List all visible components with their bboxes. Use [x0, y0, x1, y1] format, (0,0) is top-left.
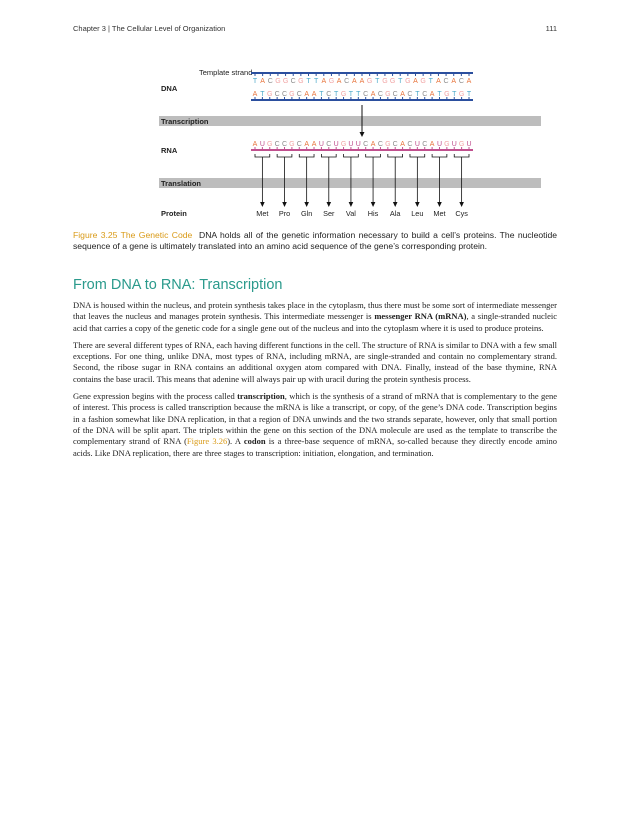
coding-base: G — [340, 91, 347, 98]
coding-base: T — [437, 91, 442, 98]
amino-acid-met: Met — [256, 209, 269, 218]
rna-label: RNA — [161, 146, 178, 155]
coding-base: G — [289, 91, 295, 98]
paragraph-2: There are several different types of RNA, each having different functions in the cell. The structure of RNA is similar to DNA with a few small exceptions. For one thing, unlike DNA, most types of RNA, including mRNA, are single-stranded and contain no complementary strand. Second, the ribose sugar in RNA contains an additional oxygen atom compared with DNA. Finally, instead of the base thymine, RNA contains the base uracil. This means that adenine will always pair up with uracil during the protein synthesis process. — [73, 339, 557, 384]
template-base: T — [428, 78, 433, 85]
rna-base: U — [318, 141, 324, 148]
amino-acid-gln: Gln — [300, 209, 313, 218]
amino-acid-ala: Ala — [389, 209, 401, 218]
term-mrna: messenger RNA (mRNA) — [374, 311, 467, 322]
transcription-label: Transcription — [161, 117, 209, 126]
template-base: A — [321, 78, 327, 85]
rna-base: A — [311, 141, 317, 148]
amino-acid-pro: Pro — [278, 209, 291, 218]
rna-base: C — [377, 141, 383, 148]
translation-arrowhead — [415, 202, 420, 207]
genetic-code-diagram — [73, 60, 557, 225]
rna-base: C — [407, 141, 413, 148]
rna-base: G — [340, 141, 347, 148]
paragraph-1: DNA is housed within the nucleus, and protein synthesis takes place in the cytoplasm, thus there must be some sort of intermediate messenger that leaves the nucleus and manages protein synthesis. This intermediate messenger is messenger RNA (mRNA), a single-stranded nucleic acid that carries a copy of the genetic code for a single gene out of the nucleus and into the cytoplasm where it is used to produce proteins. — [73, 300, 557, 333]
template-base: A — [451, 78, 457, 85]
translation-arrowhead — [349, 202, 354, 207]
rna-base: G — [267, 141, 273, 148]
template-base: A — [466, 78, 472, 85]
coding-base: T — [466, 91, 472, 98]
amino-acid-met: Met — [433, 209, 446, 218]
translation-arrowhead — [437, 202, 442, 207]
coding-base: C — [363, 91, 369, 98]
template-base: C — [267, 78, 273, 85]
codon-bracket — [321, 154, 336, 157]
coding-base: T — [348, 91, 354, 98]
rna-base: A — [429, 141, 435, 148]
amino-acid-ser: Ser — [323, 209, 335, 218]
coding-base: C — [274, 91, 280, 98]
rna-strand — [251, 105, 473, 150]
template-base: G — [328, 78, 335, 85]
coding-base: C — [296, 91, 302, 98]
codon-bracket — [255, 154, 270, 157]
rna-base: G — [444, 141, 450, 148]
coding-base: C — [422, 91, 428, 98]
dna-template-strand — [251, 73, 473, 85]
template-base: G — [389, 78, 396, 85]
coding-base: A — [252, 91, 258, 98]
template-base: C — [458, 78, 464, 85]
codon-bracket — [432, 154, 447, 157]
rna-base: C — [296, 141, 302, 148]
codon-bracket — [454, 154, 469, 157]
coding-base: C — [392, 91, 398, 98]
template-base: A — [260, 78, 265, 85]
translation-arrowhead — [371, 202, 376, 207]
translation-arrowhead — [304, 202, 309, 207]
term-transcription: transcription — [237, 391, 285, 402]
template-base: G — [366, 78, 373, 85]
coding-base: A — [311, 91, 317, 98]
rna-base: C — [274, 141, 280, 148]
rna-base: G — [385, 141, 391, 148]
rna-base: U — [466, 141, 472, 148]
coding-base: C — [377, 91, 383, 98]
amino-acid-labels — [256, 209, 468, 218]
rna-base: U — [451, 141, 457, 148]
rna-base: U — [436, 141, 443, 148]
coding-base: C — [407, 91, 413, 98]
rna-base: A — [370, 141, 376, 148]
protein-label: Protein — [161, 209, 187, 218]
paragraph-3: Gene expression begins with the process called transcription, which is the synthesis of a strand of mRNA that is complementary to the gene of interest. This process is called transcription because the mRNA is like a transcript, or copy, of the gene’s DNA code. Transcription begins in a fashion somewhat like DNA replication, in that a region of DNA unwinds and the two strands separate, however, only that small portion of the DNA will be split apart. The triplets within the gene on this section of the DNA molecule are used as the template to transcribe the complementary strand of RNA (Figure 3.26). A codon is a three-base sequence of mRNA, so-called because they directly encode amino acids. Like DNA replication, there are three stages to transcription: initiation, elongation, and termination. — [73, 391, 557, 458]
transcription-arrowhead — [360, 132, 365, 137]
rna-base: A — [400, 141, 405, 148]
translation-arrowhead — [326, 202, 331, 207]
translation-arrowhead — [260, 202, 265, 207]
coding-base: C — [326, 91, 332, 98]
translation-arrowhead — [282, 202, 287, 207]
translation-arrowhead — [393, 202, 398, 207]
rna-base: G — [289, 141, 295, 148]
coding-base: T — [356, 91, 361, 98]
template-base: G — [420, 78, 426, 85]
coding-base: C — [281, 91, 288, 98]
coding-base: A — [370, 91, 376, 98]
codon-bracket — [366, 154, 381, 157]
codon-bracket — [410, 154, 425, 157]
amino-acid-val: Val — [345, 209, 356, 218]
translation-arrowhead — [459, 202, 464, 207]
rna-base: U — [333, 141, 339, 148]
figure-caption-label: Figure 3.25 The Genetic Code — [73, 230, 193, 240]
rna-base: C — [392, 141, 398, 148]
codon-bracket — [299, 154, 314, 157]
chapter-title: Chapter 3 | The Cellular Level of Organization — [73, 24, 226, 33]
template-base: G — [275, 78, 281, 85]
codon-bracket — [277, 154, 292, 157]
template-base: A — [352, 78, 357, 85]
figure-caption-text: DNA holds all of the genetic information necessary to build a cell’s proteins. The nucleotide sequence of a gene is ultimately translated into an amino acid sequence of the gene’s corresponding protein. — [73, 230, 558, 252]
coding-base: T — [415, 91, 420, 98]
rna-base: U — [355, 141, 361, 148]
template-base: G — [282, 78, 289, 85]
template-base: T — [314, 78, 319, 85]
transcription-bar — [159, 116, 541, 126]
template-base: T — [375, 78, 380, 85]
template-base: A — [336, 78, 342, 85]
template-base: G — [382, 78, 388, 85]
template-base: C — [290, 78, 296, 85]
genetic-code-figure — [73, 60, 557, 225]
term-codon: codon — [243, 436, 266, 447]
amino-acid-his: His — [367, 209, 379, 218]
template-strand-label: Template strand — [199, 68, 253, 77]
codon-bracket — [388, 154, 403, 157]
rna-base: U — [348, 141, 354, 148]
coding-base: A — [400, 91, 405, 98]
figure-caption — [73, 230, 557, 253]
template-base: T — [252, 78, 258, 85]
translation-bar — [159, 178, 541, 188]
rna-base: G — [458, 141, 465, 148]
page-header — [73, 24, 557, 38]
template-base: C — [443, 78, 449, 85]
rna-base: C — [422, 141, 428, 148]
rna-base: C — [326, 141, 332, 148]
body-text — [73, 300, 557, 465]
coding-base: G — [385, 91, 391, 98]
template-base: T — [306, 78, 311, 85]
template-base: C — [344, 78, 350, 85]
rna-base: C — [363, 141, 369, 148]
figure-3-26-link[interactable]: Figure 3.26 — [186, 436, 228, 447]
codon-bracket — [344, 154, 359, 157]
section-title: From DNA to RNA: Transcription — [73, 277, 283, 293]
amino-acid-leu: Leu — [411, 209, 424, 218]
page-number: 111 — [545, 24, 557, 33]
amino-acid-cys: Cys — [455, 209, 468, 218]
template-base: A — [436, 78, 441, 85]
rna-base: C — [281, 141, 288, 148]
dna-coding-strand — [251, 91, 473, 100]
dna-label: DNA — [161, 84, 178, 93]
template-base: A — [413, 78, 418, 85]
coding-base: T — [260, 91, 265, 98]
coding-base: T — [319, 91, 324, 98]
coding-base: A — [429, 91, 435, 98]
coding-base: G — [267, 91, 273, 98]
template-base: T — [398, 78, 403, 85]
coding-base: T — [452, 91, 457, 98]
coding-base: G — [444, 91, 450, 98]
rna-base: A — [304, 141, 309, 148]
rna-base: U — [414, 141, 420, 148]
rna-base: A — [252, 141, 258, 148]
coding-base: G — [458, 91, 465, 98]
template-base: A — [359, 78, 365, 85]
coding-base: A — [304, 91, 309, 98]
rna-base: U — [259, 141, 265, 148]
coding-base: T — [334, 91, 339, 98]
translation-label: Translation — [161, 179, 202, 188]
template-base: G — [405, 78, 411, 85]
template-base: G — [298, 78, 304, 85]
